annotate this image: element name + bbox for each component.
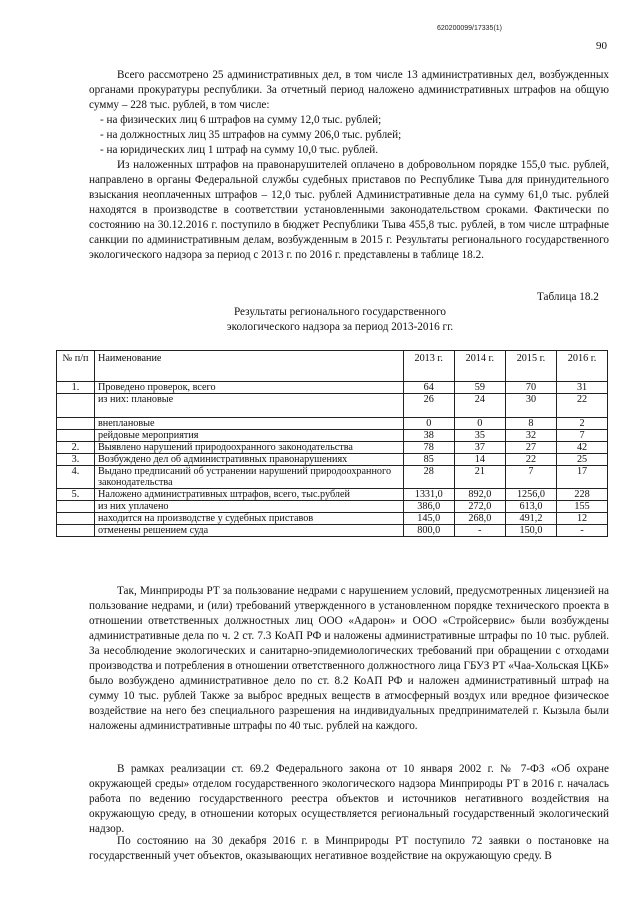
list-item: - на должностных лиц 35 штрафов на сумму 206,0 тыс. рублей; [100,129,402,141]
row-num [57,394,95,418]
value-2013: 0 [403,418,454,430]
table-row [57,418,608,430]
row-num [57,525,95,537]
value-2015: 32 [505,430,556,442]
table-number: Таблица 18.2 [537,291,599,303]
value-2016: 31 [557,382,608,394]
row-name: из них: плановые [94,394,403,418]
value-2014: 14 [454,454,505,466]
header-2014: 2014 г. [454,351,505,382]
row-name: Выявлено нарушений природоохранного законодательства [94,442,403,454]
value-2013: 85 [403,454,454,466]
header-2013: 2013 г. [403,351,454,382]
value-2013: 386,0 [403,501,454,513]
header-2015: 2015 г. [505,351,556,382]
body-paragraph-3: По состоянию на 30 декабря 2016 г. в Минприроды РТ поступило 72 заявки о постановке на государственный учет объектов, оказывающих негативное воздействие на окружающую среду. В [89,835,609,862]
table-row [57,442,608,454]
table-title-line-1: Результаты регионального государственного [233,306,447,318]
value-2014: 24 [454,394,505,418]
table-title [160,305,520,335]
value-2015: 150,0 [505,525,556,537]
value-2013: 145,0 [403,513,454,525]
value-2015: 27 [505,442,556,454]
value-2014: 35 [454,430,505,442]
value-2014: 268,0 [454,513,505,525]
row-num [57,418,95,430]
row-num: 2. [57,442,95,454]
value-2015: 7 [505,466,556,489]
intro-paragraph-1: Всего рассмотрено 25 административных дел, в том числе 13 административных дел, возбужденных органами прокуратуры республики. За отчетный период наложено административных штрафов на общую сумму – 228 тыс. рублей, в том числе: [89,69,609,111]
value-2015: 30 [505,394,556,418]
table-row [57,489,608,501]
value-2013: 1331,0 [403,489,454,501]
value-2015: 491,2 [505,513,556,525]
table-row [57,501,608,513]
table-row [57,430,608,442]
row-num: 1. [57,382,95,394]
table-row [57,454,608,466]
value-2016: 42 [557,442,608,454]
row-num [57,501,95,513]
value-2016: 12 [557,513,608,525]
value-2013: 28 [403,466,454,489]
row-num [57,430,95,442]
value-2013: 38 [403,430,454,442]
value-2015: 8 [505,418,556,430]
row-name: из них уплачено [94,501,403,513]
results-table [56,350,608,537]
value-2014: 0 [454,418,505,430]
value-2013: 26 [403,394,454,418]
row-num: 4. [57,466,95,489]
value-2015: 1256,0 [505,489,556,501]
value-2015: 22 [505,454,556,466]
value-2016: 7 [557,430,608,442]
value-2016: 2 [557,418,608,430]
row-name: Проведено проверок, всего [94,382,403,394]
row-name: находится на производстве у судебных приставов [94,513,403,525]
table-row [57,394,608,418]
table-row [57,525,608,537]
table-title-line-2: экологического надзора за период 2013-2016 гг. [226,321,454,333]
table-row [57,382,608,394]
value-2016: 25 [557,454,608,466]
row-name: Выдано предписаний об устранении нарушений природоохранного законодательства [94,466,403,489]
row-name: отменены решением суда [94,525,403,537]
table-row [57,466,608,489]
header-2016: 2016 г. [557,351,608,382]
value-2013: 64 [403,382,454,394]
value-2014: 892,0 [454,489,505,501]
page-number: 90 [596,40,607,52]
value-2014: 37 [454,442,505,454]
value-2013: 800,0 [403,525,454,537]
row-name: внеплановые [94,418,403,430]
list-item: - на физических лиц 6 штрафов на сумму 12,0 тыс. рублей; [100,114,382,126]
value-2014: 59 [454,382,505,394]
table-header-row [57,351,608,382]
value-2013: 78 [403,442,454,454]
header-num: № п/п [57,351,95,382]
value-2014: 21 [454,466,505,489]
value-2016: 17 [557,466,608,489]
row-num: 5. [57,489,95,501]
value-2016: 228 [557,489,608,501]
table-row [57,513,608,525]
row-num [57,513,95,525]
value-2016: 22 [557,394,608,418]
body-paragraph-1: Так, Минприроды РТ за пользование недрами с нарушением условий, предусмотренных лицензией на пользование недрами, и (или) требований утвержденного в установленном порядке технического проекта в отношении ответственных должностных лиц ООО «Адарон» и ООО «Стройсервис» были возбуждены административные дела по ч. 2 ст. 7.3 КоАП РФ и наложены административные штрафы по 10 тыс. рублей. За несоблюдение экологических и санитарно-эпидемиологических требований при обращении с отходами производства и потребления в отношении ответственного должностного лица ГБУЗ РТ «Чаа-Хольская ЦКБ» было возбуждено административное дело по ст. 8.2 КоАП РФ и наложен административный штраф на сумму 10 тыс. рублей Также за выброс вредных веществ в атмосферный воздух или вредное физическое воздействие на него без специального разрешения на индивидуальных предпринимателей г. Кызыла были наложены административные штрафы по 40 тыс. рублей на каждого. [89,585,609,732]
value-2015: 70 [505,382,556,394]
value-2014: 272,0 [454,501,505,513]
intro-paragraph-2: Из наложенных штрафов на правонарушителей оплачено в добровольном порядке 155,0 тыс. рублей, направлено в органы Федеральной службы судебных приставов по Республике Тыва для принудительного взыскания неоплаченных штрафов – 12,0 тыс. рублей Административные дела на сумму 61,0 тыс. рублей находятся в производстве в соответствии установленными законодательством сроками. Фактически по состоянию на 30.12.2016 г. поступило в бюджет Республики Тыва 455,8 тыс. рублей, в том числе штрафные санкции по административным делам, возбужденным в 2015 г. Результаты регионального государственного экологического надзора за период с 2013 г. по 2016 г. представлены в таблице 18.2. [89,159,609,261]
value-2016: - [557,525,608,537]
list-item: - на юридических лиц 1 штраф на сумму 10,0 тыс. рублей. [100,144,379,156]
value-2016: 155 [557,501,608,513]
value-2015: 613,0 [505,501,556,513]
row-num: 3. [57,454,95,466]
row-name: Возбуждено дел об административных правонарушениях [94,454,403,466]
body-paragraph-2: В рамках реализации ст. 69.2 Федерального закона от 10 января 2002 г. № 7-ФЗ «Об охране окружающей среды» отделом государственного экологического надзора Минприроды РТ в 2016 г. началась работа по ведению государственного реестра объектов и источников негативного воздействия на окружающую среду, в отношении которых осуществляется региональный государственный экологический надзор. [89,763,609,835]
row-name: Наложено административных штрафов, всего, тыс.рублей [94,489,403,501]
row-name: рейдовые мероприятия [94,430,403,442]
header-name: Наименование [94,351,403,382]
value-2014: - [454,525,505,537]
document-id: 620200099/17335(1) [437,25,503,32]
